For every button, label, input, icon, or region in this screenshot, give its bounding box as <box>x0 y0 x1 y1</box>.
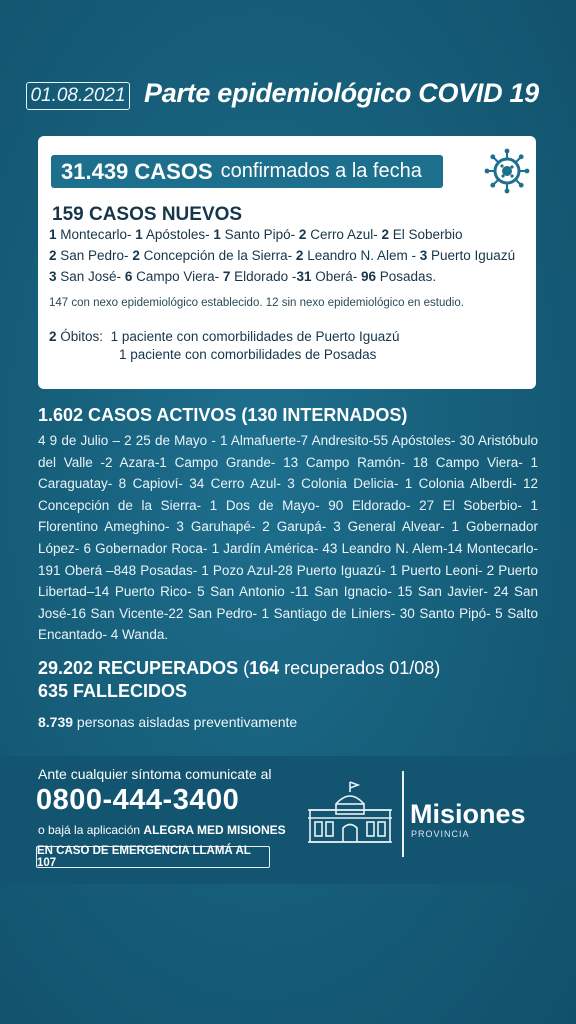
new-case-locality: Oberá- <box>311 269 361 284</box>
new-case-locality: Posadas. <box>376 269 437 284</box>
new-case-count: 96 <box>361 269 377 284</box>
confirmed-label: confirmados a la fecha <box>220 160 422 182</box>
obitos-detail-1: 1 paciente con comorbilidades de Puerto Iguazú <box>110 329 400 344</box>
recovered-today: 164 <box>249 658 280 678</box>
new-case-locality: El Soberbio <box>388 227 463 242</box>
obitos-line-1 <box>49 329 400 344</box>
brand-name: Misiones <box>410 799 526 829</box>
new-case-count: 2 <box>295 248 304 263</box>
new-cases-line-1 <box>49 227 463 242</box>
new-case-count: 1 <box>213 227 221 242</box>
new-case-locality: San José- <box>56 269 125 284</box>
app-name: ALEGRA MED MISIONES <box>143 823 286 837</box>
new-case-locality: Santo Pipó- <box>220 227 299 242</box>
new-case-locality: Apóstoles- <box>142 227 214 242</box>
new-case-count: 2 <box>132 248 140 263</box>
confirmed-cases-banner <box>51 155 443 188</box>
new-case-count: 1 <box>135 227 143 242</box>
obitos-count: 2 <box>49 329 57 344</box>
hotline-number[interactable]: 0800-444-3400 <box>36 784 240 816</box>
recovered-today-label: recuperados 01/08) <box>279 658 441 678</box>
app-note <box>38 823 286 837</box>
new-case-locality: Montecarlo- <box>56 227 136 242</box>
new-case-count: 3 <box>49 269 57 284</box>
nexo-note: 147 con nexo epidemiológico establecido. 12 sin nexo epidemiológico en estudio. <box>49 297 464 309</box>
new-case-locality: Leandro N. Alem - <box>303 248 420 263</box>
government-building-icon <box>306 780 394 846</box>
new-case-locality: Campo Viera- <box>132 269 223 284</box>
confirmed-count: 31.439 CASOS <box>61 158 213 184</box>
emergency-box: EN CASO DE EMERGENCIA LLAMÁ AL 107 <box>36 846 270 868</box>
report-date: 01.08.2021 <box>26 82 130 110</box>
app-prefix: o bajá la aplicación <box>38 823 144 837</box>
symptom-note: Ante cualquier síntoma comunicate al <box>38 766 272 782</box>
new-cases-line-2 <box>49 248 515 263</box>
active-cases-list: 4 9 de Julio – 2 25 de Mayo - 1 Almafuerte-7 Andresito-55 Apóstoles- 30 Aristóbulo del Valle -2 Azara-1 Campo Grande- 13 Campo Ramón- 18 Campo Viera- 1 Caraguatay- 8 Capioví- 34 Cerro Azul- 3 Colonia Delicia- 1 Colonia Alberdi- 12 Concepción de la Sierra- 1 Dos de Mayo- 90 Eldorado- 27 El Soberbio- 1 Florentino Ameghino- 3 Garuhapé- 2 Garupá- 3 General Alvear- 1 Gobernador López- 6 Gobernador Roca- 1 Jardín América- 43 Leandro N. Alem-14 Montecarlo-191 Oberá –848 Posadas- 1 Pozo Azul-28 Puerto Iguazú- 1 Puerto Leoni- 2 Puerto Libertad–14 Puerto Rico- 5 San Antonio -11 San Ignacio- 15 San Javier- 24 San José-16 San Vicente-22 San Pedro- 1 Santiago de Liniers- 30 Santo Pipó- 5 Salto Encantado- 4 Wanda. <box>38 433 538 643</box>
new-case-locality: Concepción de la Sierra- <box>139 248 296 263</box>
new-case-count: 3 <box>419 248 428 263</box>
deaths-total: 635 FALLECIDOS <box>38 681 188 701</box>
page-title: Parte epidemiológico COVID 19 <box>144 78 539 108</box>
active-cases-title: 1.602 CASOS ACTIVOS (130 INTERNADOS) <box>38 405 408 425</box>
new-case-locality: San Pedro- <box>56 248 133 263</box>
new-case-count: 2 <box>49 248 57 263</box>
recovered-line <box>38 658 440 679</box>
new-cases-line-3 <box>49 269 436 284</box>
brand-divider <box>402 771 404 857</box>
new-case-count: 2 <box>381 227 389 242</box>
new-case-count: 7 <box>222 269 231 284</box>
isolated-count: 8.739 <box>38 714 74 730</box>
new-case-locality: Cerro Azul- <box>306 227 382 242</box>
new-case-locality: Eldorado - <box>230 269 297 284</box>
virus-icon <box>482 146 532 196</box>
new-cases-title: 159 CASOS NUEVOS <box>52 204 243 225</box>
new-case-count: 1 <box>49 227 57 242</box>
new-case-count: 2 <box>298 227 307 242</box>
new-case-count: 31 <box>296 269 312 284</box>
new-cases-card <box>38 136 536 389</box>
isolated-line <box>38 714 297 730</box>
obitos-word: Óbitos: <box>60 329 104 344</box>
recovered-open: ( <box>238 658 250 678</box>
new-case-count: 6 <box>124 269 133 284</box>
brand-subtitle: PROVINCIA <box>411 829 470 839</box>
recovered-total: 29.202 RECUPERADOS <box>38 658 239 678</box>
obitos-detail-2: 1 paciente con comorbilidades de Posadas <box>119 347 377 362</box>
new-case-locality: Puerto Iguazú <box>427 248 516 263</box>
isolated-label: personas aisladas preventivamente <box>73 714 298 730</box>
